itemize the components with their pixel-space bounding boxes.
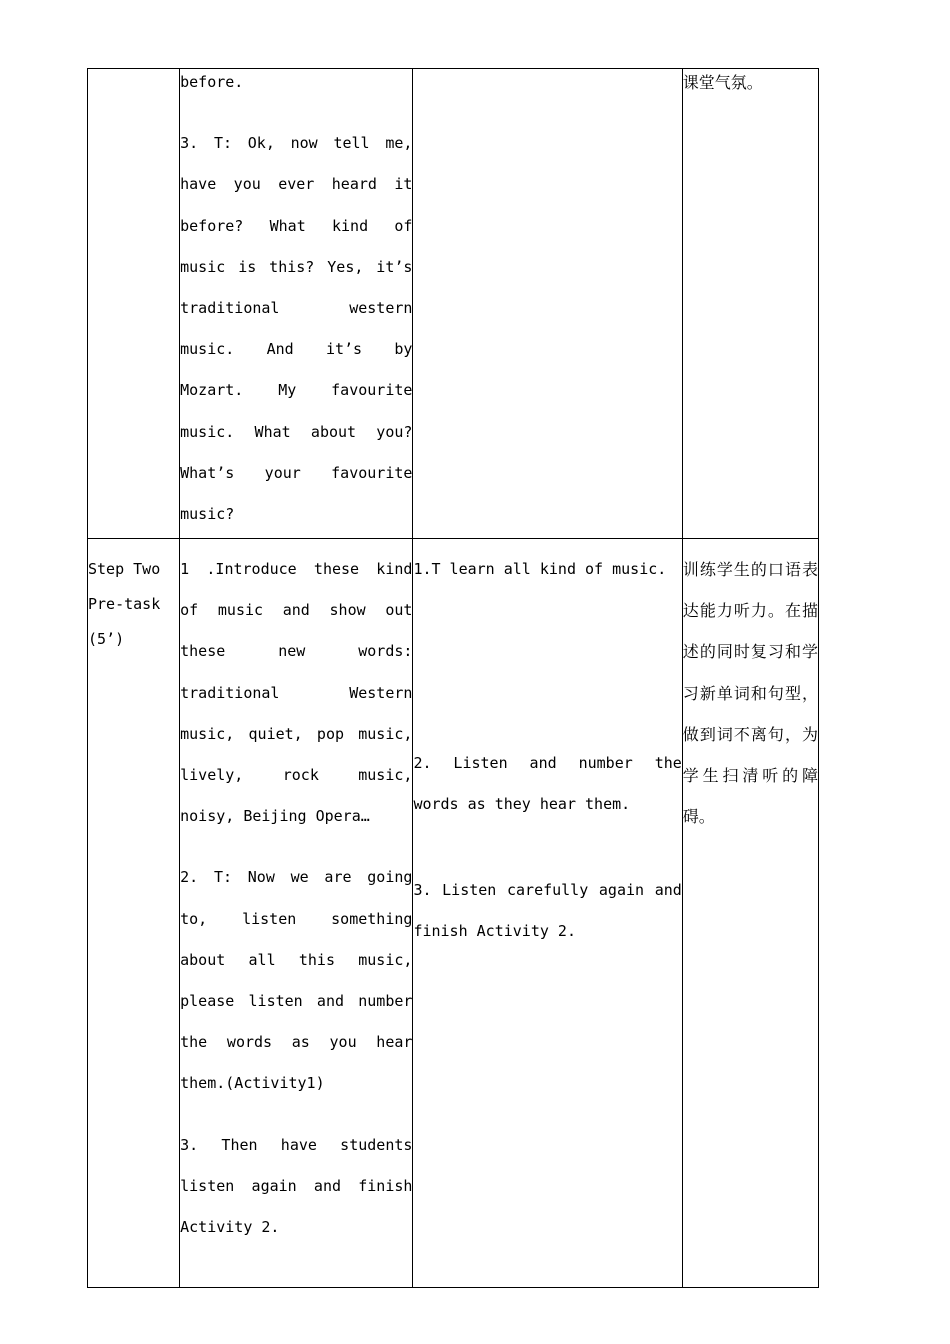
stage-cell: [88, 69, 180, 539]
purpose-cell: [682, 539, 818, 1288]
student-activity-cell: [413, 69, 682, 539]
teacher-paragraph: 2. T: Now we are going to, listen something about all this music, please listen and number the words as you hear them.(Activity1): [180, 868, 413, 1093]
purpose-text: 课堂气氛。: [682, 73, 763, 92]
stage-sub: Pre-task: [88, 595, 161, 613]
table-row: [88, 69, 819, 539]
purpose-cell: [682, 69, 818, 539]
teacher-paragraph: 1 .Introduce these kind of music and show out these new words: traditional Western music, quiet, pop music, lively, rock music, noisy, Beijing Opera…: [180, 560, 413, 826]
student-paragraph: 3. Listen carefully again and finish Activity 2.: [413, 880, 682, 940]
table-row: [88, 539, 819, 1288]
stage-time: (5’): [88, 630, 125, 648]
student-activity-cell: [413, 539, 682, 1288]
stage-name: Step Two: [88, 560, 161, 578]
teacher-activity-cell: [180, 69, 413, 539]
student-paragraph: 2. Listen and number the words as they hear them.: [413, 754, 682, 814]
student-paragraph: 1.T learn all kind of music.: [413, 560, 667, 578]
stage-cell: [88, 539, 180, 1288]
lesson-plan-table: [87, 68, 819, 1288]
teacher-paragraph: before.: [180, 73, 244, 91]
teacher-activity-cell: [180, 539, 413, 1288]
teacher-paragraph: 3. T: Ok, now tell me, have you ever heard it before? What kind of music is this? Yes, it’s traditional western music. And it’s by Mozart. My favourite music. What about you? What’s your favourite music?: [180, 134, 413, 524]
purpose-text: 训练学生的口语表达能力听力。在描述的同时复习和学习新单词和句型，做到词不离句，为学生扫清听的障碍。: [682, 560, 818, 827]
teacher-paragraph: 3. Then have students listen again and finish Activity 2.: [180, 1135, 413, 1237]
